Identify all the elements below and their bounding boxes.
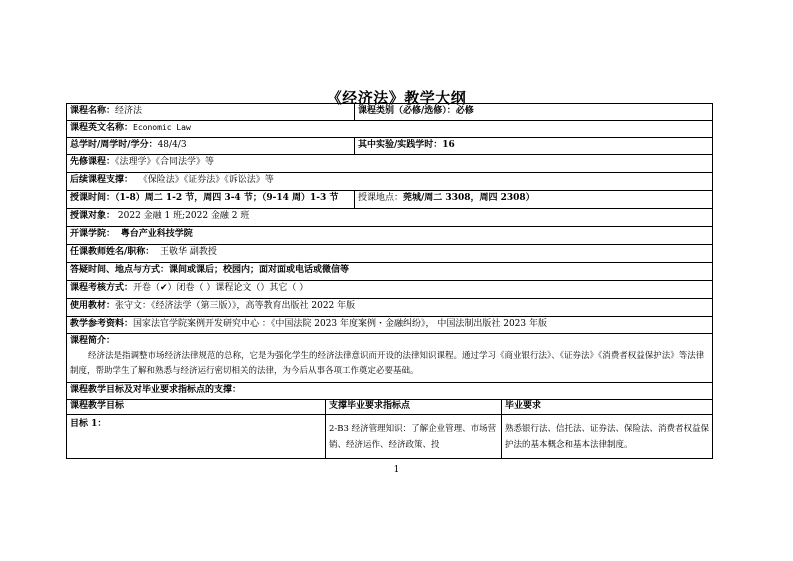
- table-row: [67, 415, 712, 459]
- header-requirement: 毕业要求: [505, 401, 542, 411]
- college-value: 粤台产业科技学院: [120, 229, 193, 239]
- row-reference: [67, 317, 712, 334]
- course-name-label: 课程名称：: [70, 106, 116, 116]
- row-hours: [67, 138, 712, 155]
- goals-table-header: [67, 400, 712, 415]
- row-assessment: [67, 281, 712, 299]
- followup-value: 《保险法》《证券法》《诉讼法》等: [138, 175, 274, 185]
- target-value: 2022 金融 1 班;2022 金融 2 班: [117, 211, 250, 221]
- teacher-value: 王敬华 副教授: [160, 247, 217, 257]
- intro-label: 课程简介：: [70, 336, 116, 346]
- syllabus-table: [66, 103, 713, 459]
- row-english-name: [67, 121, 712, 138]
- qa-label: 答疑时间、地点与方式：: [70, 265, 170, 275]
- english-name-label: 课程英文名称：: [70, 123, 134, 133]
- row-college: [67, 227, 712, 245]
- intro-text: 经济法是指调整市场经济法律规范的总称，它是为强化学生的经济法律意识而开设的法律知识课程。通过学习《商业银行法》、《证券法》《消费者权益保护法》等法律制度，帮助学生了解和熟悉与经济运行密切相关的法律，为今后从事各项工作奠定必要基础。: [70, 351, 705, 376]
- row-intro: [67, 334, 712, 383]
- place-label: 授课地点：: [358, 193, 404, 203]
- qa-value: 课间或课后；校园内；面对面或电话或微信等: [169, 265, 350, 275]
- goals-heading: 课程教学目标及对毕业要求指标点的支撑：: [70, 385, 242, 395]
- time-value: （1-8）周二 1-2 节，周四 3-4 节；（9-14 周）1-3 节: [115, 193, 339, 203]
- header-indicator: 支撑毕业要求指标点: [329, 401, 411, 411]
- row-textbook: [67, 299, 712, 317]
- row-course-name: [67, 104, 712, 121]
- header-goal: 课程教学目标: [70, 401, 125, 411]
- lab-hours-value: 16: [442, 140, 455, 150]
- reference-label: 教学参考资料：: [70, 319, 134, 329]
- teacher-label: 任课教师姓名/职称：: [70, 247, 155, 257]
- prereq-label: 先修课程：: [70, 157, 116, 167]
- row-qa: [67, 263, 712, 281]
- document-title: 《经济法》教学大纲: [326, 89, 467, 107]
- requirement-cell: 熟悉银行法、信托法、证券法、保险法、消费者权益保护法的基本概念和基本法律制度。: [501, 415, 712, 459]
- place-value: 莞城/周二 3308，周四 2308）: [403, 193, 535, 203]
- reference-value: 国家法官学院案例开发研究中心 ：《中国法院 2023 年度案例・金融纠纷》， 中国法制出版社 2023 年版: [133, 319, 547, 329]
- row-time-place: [67, 191, 712, 209]
- lab-hours-label: 其中实验/实践学时：: [358, 140, 443, 150]
- hours-label: 总学时/周学时/学分：: [70, 140, 158, 150]
- goal-cell: 目标 1：: [70, 419, 107, 429]
- row-goals-heading: [67, 383, 712, 400]
- textbook-value: 张守文：《经济法学（第三版）》，高等教育出版社 2022 年版: [115, 301, 356, 311]
- indicator-cell: 2-B3 经济管理知识：了解企业管理、市场营销、经济运作、经济政策、投: [325, 415, 501, 459]
- row-followup: [67, 173, 712, 191]
- course-name-value: 经济法: [115, 106, 143, 116]
- target-label: 授课对象：: [70, 211, 116, 221]
- college-label: 开课学院：: [70, 229, 116, 239]
- assess-value: 开卷（✔）闭卷（ ）课程论文（）其它（ ）: [133, 283, 309, 293]
- english-name-value: Economic Law: [133, 123, 191, 132]
- page-number: 1: [393, 465, 400, 475]
- textbook-label: 使用教材：: [70, 301, 116, 311]
- row-target: [67, 209, 712, 227]
- hours-value: 48/4/3: [157, 140, 187, 150]
- followup-label: 后续课程支撑：: [70, 175, 134, 185]
- prereq-value: 《法理学》《合同法学》等: [115, 157, 215, 167]
- course-category-value: 必修: [455, 106, 474, 116]
- course-category-label: 课程类别（必修/选修）：: [358, 106, 456, 116]
- row-teacher: [67, 245, 712, 263]
- assess-label: 课程考核方式：: [70, 283, 134, 293]
- row-prerequisites: [67, 155, 712, 173]
- time-label: 授课时间：: [70, 193, 116, 203]
